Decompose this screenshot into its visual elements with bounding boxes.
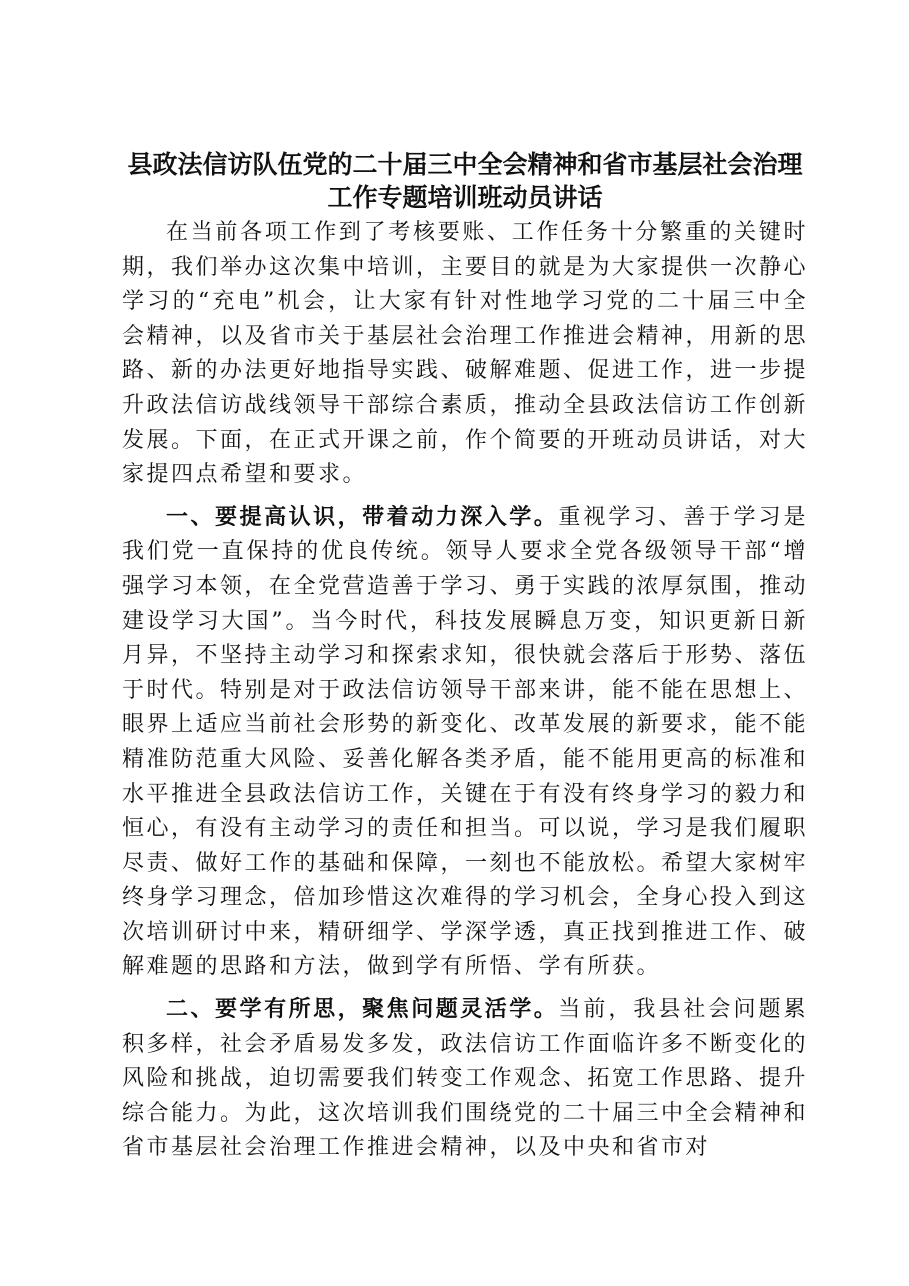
document-title: [122, 148, 808, 214]
section-heading: 一、要提高认识，带着动力深入学。: [166, 504, 559, 530]
paragraph-section-1: [122, 501, 808, 985]
paragraph-intro: [122, 216, 808, 493]
paragraph-text: 当前，我县社会问题累积多样，社会矛盾易发多发，政法信访工作面临许多不断变化的风险和挑战，迫切需要我们转变工作观念、拓宽工作思路、提升综合能力。为此，这次培训我们围绕党的二十届三中全会精神和省市基层社会治理工作推进会精神，以及中央和省市对: [122, 997, 809, 1161]
section-heading: 二、要学有所思，聚焦问题灵活学。: [166, 997, 559, 1023]
title-line-1: 县政法信访队伍党的二十届三中全会精神和省市基层社会治理: [127, 150, 803, 179]
paragraph-section-2: [122, 993, 808, 1166]
paragraph-text: 重视学习、善于学习是我们党一直保持的优良传统。领导人要求全党各级领导干部“增强学习本领，在全党营造善于学习、勇于实践的浓厚氛围，推动建设学习大国”。当今时代，科技发展瞬息万变，知识更新日新月异，不坚持主动学习和探索求知，很快就会落后于形势、落伍于时代。特别是对于政法信访领导干部来讲，能不能在思想上、眼界上适应当前社会形势的新变化、改革发展的新要求，能不能精准防范重大风险、妥善化解各类矛盾，能不能用更高的标准和水平推进全县政法信访工作，关键在于有没有终身学习的毅力和恒心，有没有主动学习的责任和担当。可以说，学习是我们履职尽责、做好工作的基础和保障，一刻也不能放松。希望大家树牢终身学习理念，倍加珍惜这次难得的学习机会，全身心投入到这次培训研讨中来，精研细学、学深学透，真正找到推进工作、破解难题的思路和方法，做到学有所悟、学有所获。: [122, 504, 809, 980]
paragraph-text: 在当前各项工作到了考核要账、工作任务十分繁重的关键时期，我们举办这次集中培训，主要目的就是为大家提供一次静心学习的“充电”机会，让大家有针对性地学习党的二十届三中全会精神，以及省市关于基层社会治理工作推进会精神，用新的思路、新的办法更好地指导实践、破解难题、促进工作，进一步提升政法信访战线领导干部综合素质，推动全县政法信访工作创新发展。下面，在正式开课之前，作个简要的开班动员讲话，对大家提四点希望和要求。: [122, 220, 809, 488]
document-body: [122, 148, 808, 1166]
title-line-2: 工作专题培训班动员讲话: [327, 183, 603, 212]
